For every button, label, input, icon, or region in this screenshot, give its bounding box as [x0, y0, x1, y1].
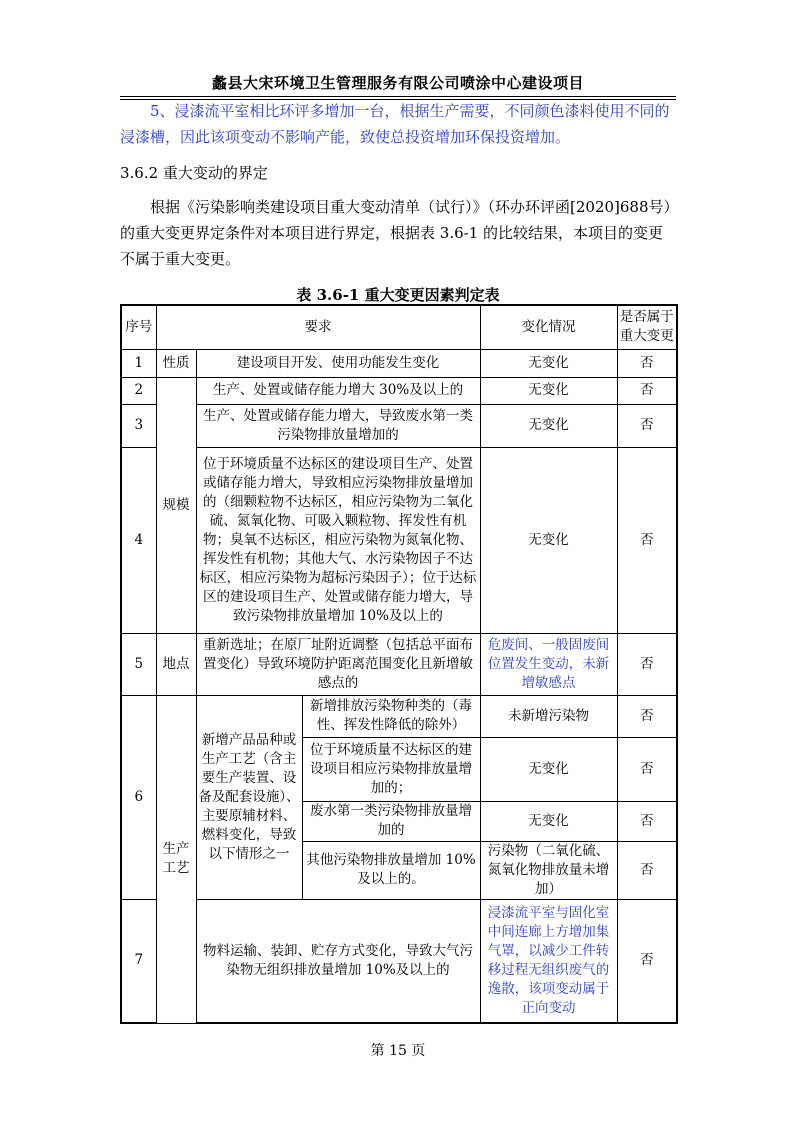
group-process: 生产工艺 — [156, 695, 196, 1023]
item-5-paragraph: 5、浸漆流平室相比环评多增加一台，根据生产需要，不同颜色漆料使用不同的浸漆槽，因此该项变动不影响产能，致使总投资增加环保投资增加。 — [120, 102, 670, 146]
header-no: 序号 — [121, 305, 156, 349]
row-requirement: 废水第一类污染物排放量增加的 — [302, 801, 480, 841]
row-change: 无变化 — [480, 447, 617, 633]
table-row — [121, 695, 677, 737]
row-change: 无变化 — [480, 737, 617, 801]
row-no: 5 — [121, 633, 156, 695]
group-scale: 规模 — [156, 377, 196, 633]
header-major: 是否属于重大变更 — [617, 305, 677, 349]
row-change: 无变化 — [480, 377, 617, 404]
row-no: 7 — [121, 899, 156, 1023]
row-no: 1 — [121, 349, 156, 377]
table-row — [121, 899, 677, 1023]
row-requirement: 新增排放污染物种类的（毒性、挥发性降低的除外） — [302, 695, 480, 737]
table-title: 表 3.6-1 重大变更因素判定表 — [296, 286, 500, 304]
header-change: 变化情况 — [480, 305, 617, 349]
row-change: 无变化 — [480, 404, 617, 447]
row-requirement: 其他污染物排放量增加 10%及以上的。 — [302, 841, 480, 899]
row-major: 否 — [617, 404, 677, 447]
row-change: 浸漆流平室与固化室中间连廊上方增加集气罩，以减少工件转移过程无组织废气的逸散，该项变动属于正向变动 — [480, 899, 617, 1023]
row-no: 2 — [121, 377, 156, 404]
row-major: 否 — [617, 899, 677, 1023]
row-no: 6 — [121, 695, 156, 899]
document-header: 蠡县大宋环境卫生管理服务有限公司喷涂中心建设项目 — [211, 74, 584, 92]
row-change: 危废间、一般固废间位置发生变动，未新增敏感点 — [480, 633, 617, 695]
row-change: 无变化 — [480, 801, 617, 841]
row-major: 否 — [617, 447, 677, 633]
row-major: 否 — [617, 801, 677, 841]
table-row — [121, 377, 677, 404]
table-row — [121, 349, 677, 377]
header-requirement: 要求 — [156, 305, 480, 349]
page-number: 第 15 页 — [370, 1043, 426, 1059]
row-no: 4 — [121, 447, 156, 633]
process-sub-condition: 新增产品品种或生产工艺（含主要生产装置、设备及配套设施）、主要原辅材料、燃料变化，导致以下情形之一 — [196, 695, 302, 899]
row-change: 未新增污染物 — [480, 695, 617, 737]
row-major: 否 — [617, 349, 677, 377]
row-requirement: 建设项目开发、使用功能发生变化 — [196, 349, 480, 377]
table-row — [121, 447, 677, 633]
table-row — [121, 633, 677, 695]
major-change-table — [120, 304, 678, 1024]
row-requirement: 生产、处置或储存能力增大 30%及以上的 — [196, 377, 480, 404]
row-requirement: 重新选址；在原厂址附近调整（包括总平面布置变化）导致环境防护距离范围变化且新增敏感点的 — [196, 633, 480, 695]
row-major: 否 — [617, 695, 677, 737]
row-change: 污染物（二氧化硫、氮氧化物排放量未增加） — [480, 841, 617, 899]
row-major: 否 — [617, 377, 677, 404]
section-heading: 3.6.2 重大变动的界定 — [120, 164, 268, 182]
row-requirement: 生产、处置或储存能力增大，导致废水第一类污染物排放量增加的 — [196, 404, 480, 447]
row-requirement: 物料运输、装卸、贮存方式变化，导致大气污染物无组织排放量增加 10%及以上的 — [196, 899, 480, 1023]
group-location: 地点 — [156, 633, 196, 695]
row-major: 否 — [617, 737, 677, 801]
row-requirement: 位于环境质量不达标区的建设项目相应污染物排放量增加的； — [302, 737, 480, 801]
row-category: 性质 — [156, 349, 196, 377]
body-paragraph: 根据《污染影响类建设项目重大变动清单（试行）》（环办环评函[2020]688号）的重大变更界定条件对本项目进行界定，根据表 3.6-1 的比较结果，本项目的变更不属于重大变更。 — [120, 198, 672, 268]
row-major: 否 — [617, 841, 677, 899]
table-row — [121, 404, 677, 447]
row-change: 无变化 — [480, 349, 617, 377]
row-requirement: 位于环境质量不达标区的建设项目生产、处置或储存能力增大，导致相应污染物排放量增加的（细颗粒物不达标区，相应污染物为二氧化硫、氮氧化物、可吸入颗粒物、挥发性有机物；臭氧不达标区，相应污染物为氮氧化物、挥发性有机物；其他大气、水污染物因子不达标区，相应污染物为超标污染因子）；位于达标区的建设项目生产、处置或储存能力增大，导致污染物排放量增加 10%及以上的 — [196, 447, 480, 633]
row-no: 3 — [121, 404, 156, 447]
row-major: 否 — [617, 633, 677, 695]
